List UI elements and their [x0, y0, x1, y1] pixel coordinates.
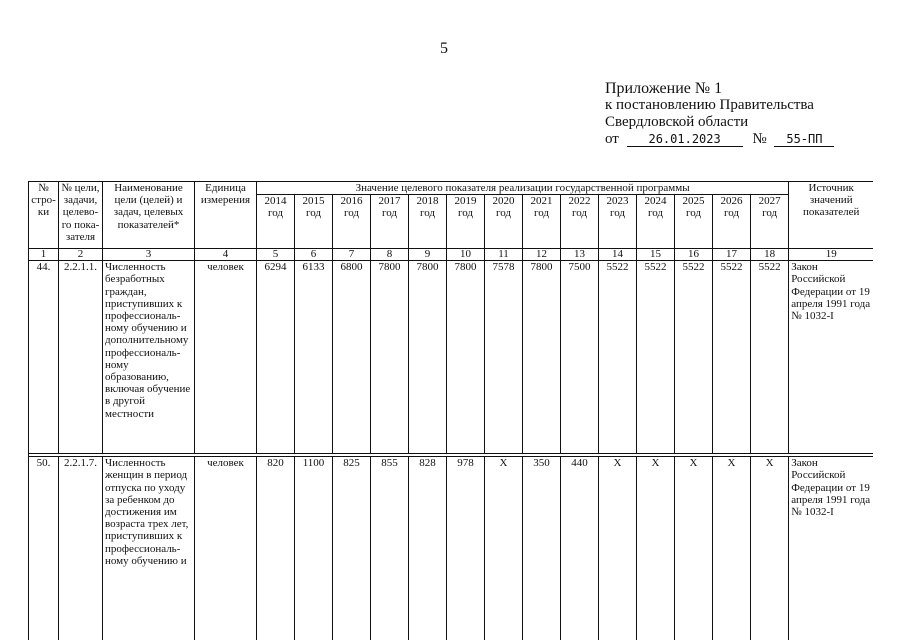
- cell-value: 5522: [713, 261, 751, 454]
- column-index: 13: [561, 249, 599, 261]
- header-year: 2018 год: [409, 195, 447, 249]
- cell-goal-no: 2.2.1.7.: [59, 457, 103, 640]
- cell-value: 5522: [675, 261, 713, 454]
- column-index: 11: [485, 249, 523, 261]
- cell-row-no: 44.: [29, 261, 59, 454]
- number-label: №: [752, 131, 767, 147]
- cell-value: 825: [333, 457, 371, 640]
- column-index: 6: [295, 249, 333, 261]
- cell-value: 6133: [295, 261, 333, 454]
- cell-unit: человек: [195, 457, 257, 640]
- column-index: 18: [751, 249, 789, 261]
- cell-value: X: [637, 457, 675, 640]
- column-index: 14: [599, 249, 637, 261]
- cell-name: Численность женщин в период отпуска по уходу за ребенком до достижения им возраста трех лет, приступивших к профессиональ-ному обучению и: [103, 457, 195, 640]
- table-row: [29, 457, 874, 640]
- column-index: 2: [59, 249, 103, 261]
- cell-source: Закон Российской Федерации от 19 апреля 1991 года № 1032-I: [789, 261, 873, 454]
- cell-value: 828: [409, 457, 447, 640]
- column-index: 15: [637, 249, 675, 261]
- cell-unit: человек: [195, 261, 257, 454]
- cell-value: 1100: [295, 457, 333, 640]
- column-index: 9: [409, 249, 447, 261]
- decree-number: 55-ПП: [774, 132, 834, 147]
- cell-value: X: [599, 457, 637, 640]
- cell-goal-no: 2.2.1.1.: [59, 261, 103, 454]
- header-year: 2014 год: [257, 195, 295, 249]
- column-index: 8: [371, 249, 409, 261]
- appendix-header: [605, 80, 834, 148]
- cell-value: 350: [523, 457, 561, 640]
- decree-date: 26.01.2023: [627, 132, 743, 147]
- column-index: 17: [713, 249, 751, 261]
- cell-value: 5522: [637, 261, 675, 454]
- cell-value: 7800: [447, 261, 485, 454]
- column-index: 16: [675, 249, 713, 261]
- cell-value: 820: [257, 457, 295, 640]
- appendix-date-line: [605, 131, 834, 148]
- header-goal-no: № цели, задачи, целево-го пока-зателя: [59, 182, 103, 249]
- column-index: 12: [523, 249, 561, 261]
- header-year: 2022 год: [561, 195, 599, 249]
- cell-value: X: [675, 457, 713, 640]
- header-row-no: № стро-ки: [29, 182, 59, 249]
- column-index-row: [29, 249, 874, 261]
- header-year: 2023 год: [599, 195, 637, 249]
- indicators-table: [28, 181, 873, 640]
- cell-value: 7800: [523, 261, 561, 454]
- cell-value: 7800: [371, 261, 409, 454]
- cell-value: 978: [447, 457, 485, 640]
- header-source: Источник значений показателей: [789, 182, 873, 249]
- page-number: 5: [440, 40, 448, 57]
- column-index: 10: [447, 249, 485, 261]
- cell-row-no: 50.: [29, 457, 59, 640]
- header-name: Наименование цели (целей) и задач, целевых показателей*: [103, 182, 195, 249]
- column-index: 3: [103, 249, 195, 261]
- cell-value: 6800: [333, 261, 371, 454]
- cell-value: 7578: [485, 261, 523, 454]
- header-values-group: Значение целевого показателя реализации государственной программы: [257, 182, 789, 195]
- table-row: [29, 261, 874, 454]
- header-year: 2025 год: [675, 195, 713, 249]
- header-row-top: [29, 182, 874, 195]
- cell-value: X: [485, 457, 523, 640]
- column-index: 19: [789, 249, 873, 261]
- header-year: 2020 год: [485, 195, 523, 249]
- cell-value: 6294: [257, 261, 295, 454]
- header-unit: Единица измерения: [195, 182, 257, 249]
- cell-value: 440: [561, 457, 599, 640]
- cell-source: Закон Российской Федерации от 19 апреля 1991 года № 1032-I: [789, 457, 873, 640]
- cell-value: 5522: [599, 261, 637, 454]
- column-index: 5: [257, 249, 295, 261]
- header-year: 2026 год: [713, 195, 751, 249]
- from-label: от: [605, 131, 619, 147]
- cell-value: 7800: [409, 261, 447, 454]
- cell-value: 5522: [751, 261, 789, 454]
- header-year: 2021 год: [523, 195, 561, 249]
- header-year: 2019 год: [447, 195, 485, 249]
- header-year: 2024 год: [637, 195, 675, 249]
- header-year: 2015 год: [295, 195, 333, 249]
- column-index: 4: [195, 249, 257, 261]
- cell-value: 7500: [561, 261, 599, 454]
- cell-value: X: [713, 457, 751, 640]
- appendix-line-decree: к постановлению Правительства: [605, 97, 814, 113]
- header-year: 2016 год: [333, 195, 371, 249]
- header-year: 2017 год: [371, 195, 409, 249]
- cell-name: Численность безработных граждан, приступивших к профессиональ-ному обучению и дополнительному профессиональ-ному образованию, включая обучение в другой местности: [103, 261, 195, 454]
- cell-value: 855: [371, 457, 409, 640]
- column-index: 1: [29, 249, 59, 261]
- cell-value: X: [751, 457, 789, 640]
- indicators-table-container: [28, 181, 873, 640]
- header-year: 2027 год: [751, 195, 789, 249]
- appendix-title: Приложение № 1: [605, 80, 723, 97]
- column-index: 7: [333, 249, 371, 261]
- appendix-line-region: Свердловской области: [605, 114, 749, 130]
